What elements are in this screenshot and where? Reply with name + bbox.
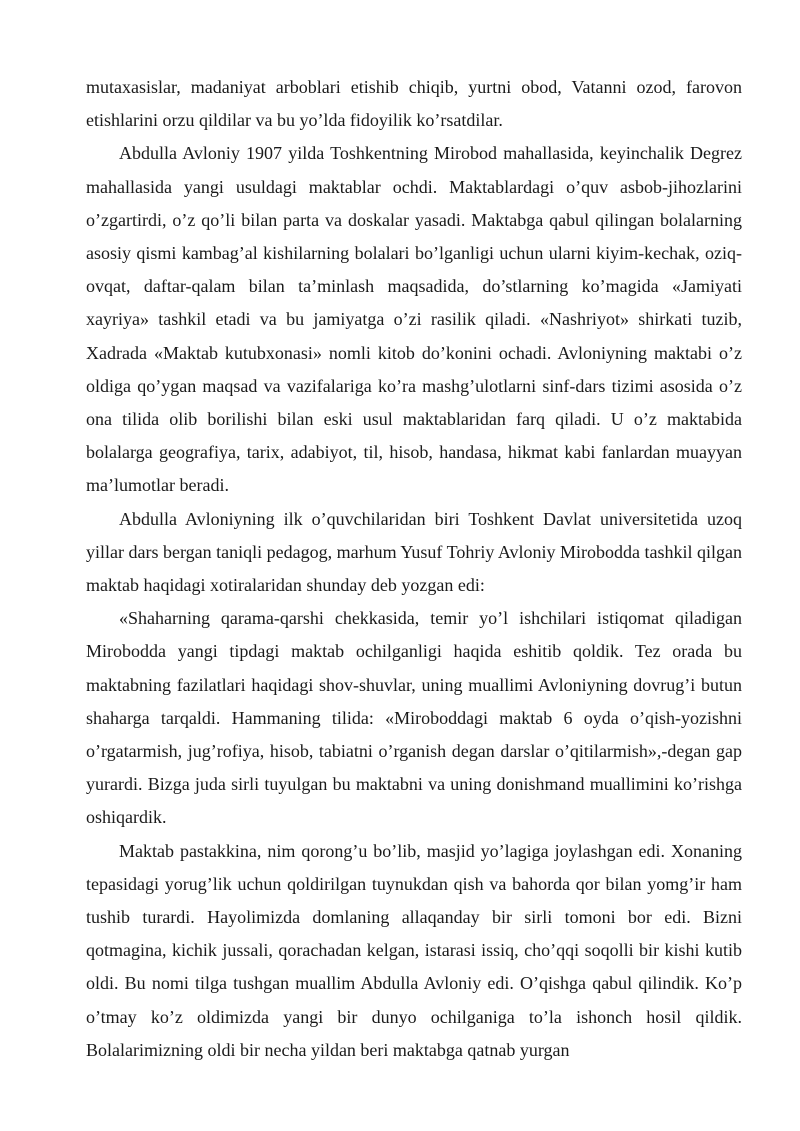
paragraph-4: «Shaharning qarama-qarshi chekkasida, temir yo’l ishchilari istiqomat qiladigan Mirobodda yangi tipdagi maktab ochilganligi haqida eshitib qoldik. Tez orada bu maktabning fazilatlari haqidagi shov-shuvlar, uning muallimi Avloniyning dovrug’i butun shaharga tarqaldi. Hammaning tilida: «Miroboddagi maktab 6 oyda o’qish-yozishni o’rgatarmish, jug’rofiya, hisob, tabiatni o’rganish degan darslar o’qitilarmish»,-degan gap yurardi. Bizga juda sirli tuyulgan bu maktabni va uning donishmand muallimini ko’rishga oshiqardik. xyxy=(86,608,742,828)
paragraph-3: Abdulla Avloniyning ilk o’quvchilaridan biri Toshkent Davlat universitetida uzoq yillar dars bergan taniqli pedagog, marhum Yusuf Tohriy Avloniy Mirobodda tashkil qilgan maktab haqidagi xotiralaridan shunday deb yozgan edi: xyxy=(86,508,742,596)
body-text xyxy=(86,71,742,1067)
paragraph-1: mutaxasislar, madaniyat arboblari etishib chiqib, yurtni obod, Vatanni ozod, farovon etishlarini orzu qildilar va bu yo’lda fidoyilik ko’rsatdilar. xyxy=(86,77,742,131)
paragraph-5: Maktab pastakkina, nim qorong’u bo’lib, masjid yo’lagiga joylashgan edi. Xonaning tepasidagi yorug’lik uchun qoldirilgan tuynukdan qish va bahorda qor bilan yomg’ir ham tushib turardi. Hayolimizda domlaning allaqanday bir sirli tomoni bor edi. Bizni qotmagina, kichik jussali, qorachadan kelgan, istarasi issiq, cho’qqi soqolli bir kishi kutib oldi. Bu nomi tilga tushgan muallim Abdulla Avloniy edi. O’qishga qabul qilindik. Ko’p o’tmay ko’z oldimizda yangi bir dunyo ochilganiga to’la ishonch hosil qildik. Bolalarimizning oldi bir necha yildan beri maktabga qatnab yurgan xyxy=(86,840,742,1060)
paragraph-2: Abdulla Avloniy 1907 yilda Toshkentning Mirobod mahallasida, keyinchalik Degrez mahallasida yangi usuldagi maktablar ochdi. Maktablardagi o’quv asbob-jihozlarini o’zgartirdi, o’z qo’li bilan parta va doskalar yasadi. Maktabga qabul qilingan bolalarning asosiy qismi kambag’al kishilarning bolalari bo’lganligi uchun ularni kiyim-kechak, oziq-ovqat, daftar-qalam bilan ta’minlash maqsadida, do’stlarning ko’magida «Jamiyati xayriya» tashkil etadi va bu jamiyatga o’zi rasilik qiladi. «Nashriyot» shirkati tuzib, Xadrada «Maktab kutubxonasi» nomli kitob do’konini ochadi. Avloniyning maktabi o’z oldiga qo’ygan maqsad va vazifalariga ko’ra mashg’ulotlarni sinf-dars tizimi asosida o’z ona tilida olib borilishi bilan eski usul maktablaridan farq qiladi. U o’z maktabida bolalarga geografiya, tarix, adabiyot, til, hisob, handasa, hikmat kabi fanlardan muayyan ma’lumotlar beradi. xyxy=(86,143,742,496)
